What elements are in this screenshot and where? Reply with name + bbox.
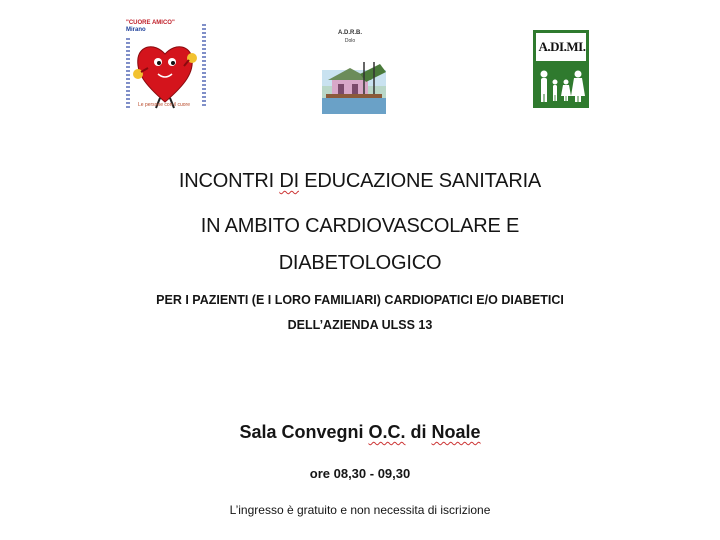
venue-oc: O.C. — [368, 422, 406, 442]
entry-note: L’ingresso è gratuito e non necessita di iscrizione — [229, 503, 491, 517]
cuore-amico-footer: Le persone con il cuore — [138, 102, 190, 108]
title-line-1-part-b: EDUCAZIONE SANITARIA — [298, 170, 542, 192]
title-line-2: IN AMBITO CARDIOVASCOLARE E — [200, 215, 520, 237]
title-word-di: DI — [279, 170, 299, 192]
venue-line — [0, 422, 720, 443]
adimi-logo — [533, 30, 589, 108]
family-icon — [535, 66, 587, 106]
title-line-1-part-a: INCONTRI — [178, 170, 280, 192]
adrb-title: A.D.R.B. — [338, 30, 362, 36]
boathouse-icon — [320, 28, 388, 116]
subtitle-line-2: DELL’AZIENDA ULSS 13 — [287, 318, 433, 332]
venue-prefix: Sala Convegni — [239, 422, 369, 442]
adrb-logo — [320, 28, 388, 116]
time-line: ore 08,30 - 09,30 — [309, 466, 411, 481]
venue-di: di — [405, 422, 432, 442]
cuore-amico-city: Mirano — [126, 27, 146, 33]
title-line-3: DIABETOLOGICO — [278, 252, 442, 274]
heart-mascot-icon — [122, 18, 208, 114]
venue-place: Noale — [431, 422, 481, 442]
cuore-amico-logo — [122, 18, 208, 114]
adrb-subtitle: Dolo — [344, 38, 356, 44]
title-line-1 — [0, 170, 720, 193]
adimi-text: A.DI.MI. — [538, 39, 586, 54]
subtitle-line-1: PER I PAZIENTI (E I LORO FAMILIARI) CARDIOPATICI E/O DIABETICI — [156, 293, 564, 307]
adimi-label-box — [535, 32, 587, 62]
cuore-amico-title: "CUORE AMICO" — [126, 20, 175, 26]
